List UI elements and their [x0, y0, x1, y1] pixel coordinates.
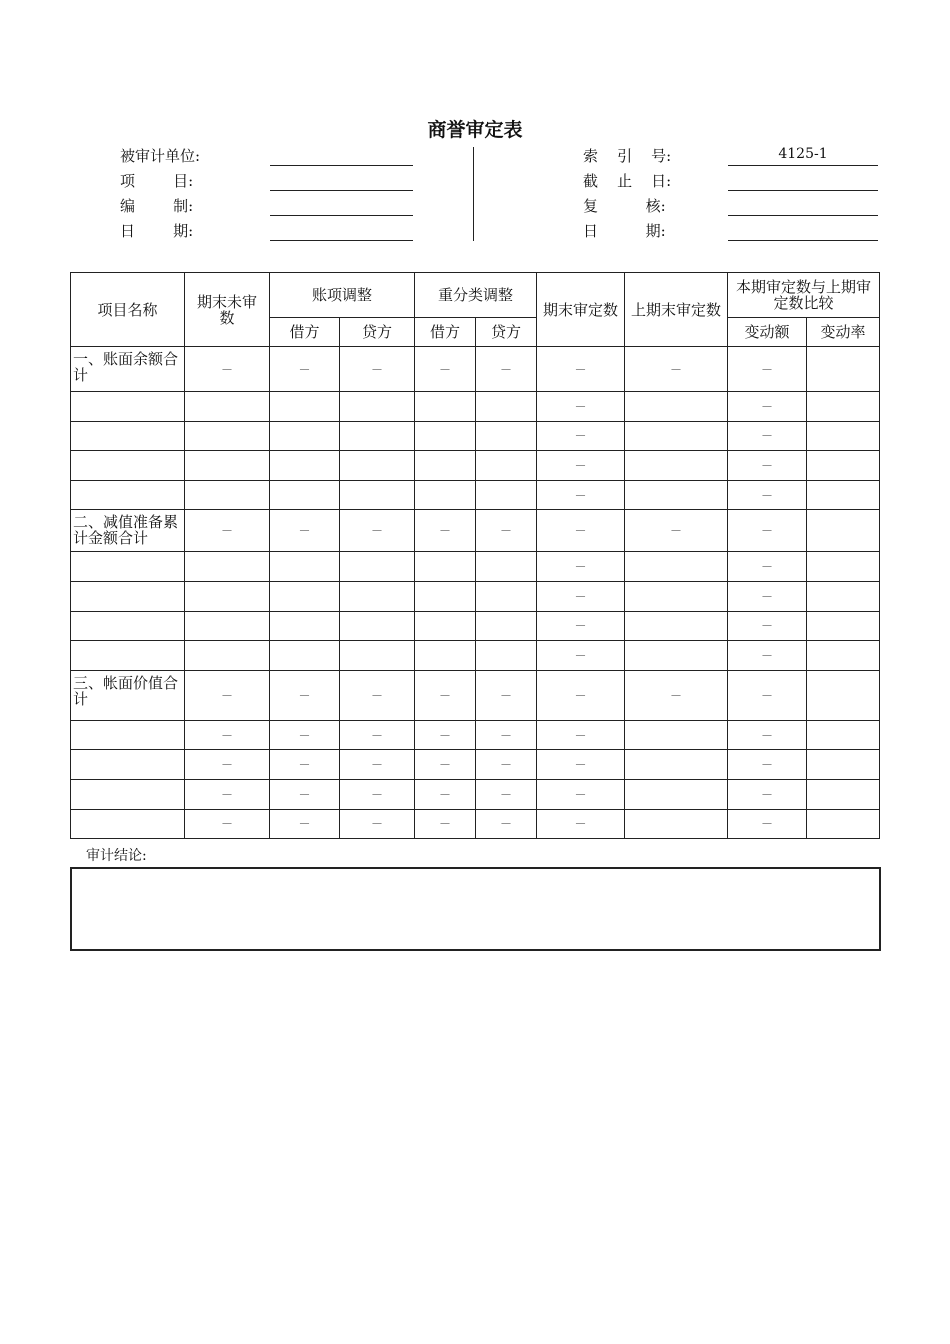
cell-account-debit[interactable] [270, 480, 340, 510]
cell-end-unaudited[interactable]: － [185, 750, 270, 780]
cell-item-name[interactable] [71, 421, 185, 451]
cell-item-name[interactable] [71, 451, 185, 481]
cell-reclass-credit[interactable]: － [476, 809, 537, 839]
table-row [71, 611, 880, 641]
cell-end-audited[interactable]: － [537, 779, 625, 809]
col-account-adjustment: 账项调整 [270, 273, 415, 318]
cell-reclass-credit[interactable] [476, 451, 537, 481]
cell-end-audited[interactable]: － [537, 510, 625, 552]
cell-reclass-debit[interactable] [415, 392, 476, 422]
date-left-label: 日 期: [120, 222, 194, 240]
cell-end-audited[interactable]: － [537, 451, 625, 481]
cell-change-rate[interactable] [807, 552, 880, 582]
cell-account-debit[interactable] [270, 641, 340, 671]
section-name: 二、减值准备累计金额合计 [71, 510, 185, 552]
cell-account-debit[interactable]: － [270, 779, 340, 809]
audited-unit-field[interactable] [270, 165, 413, 166]
cell-prev-audited[interactable]: － [625, 347, 728, 392]
cell-prev-audited[interactable] [625, 809, 728, 839]
table-row [71, 552, 880, 582]
col-end-unaudited: 期末未审数 [185, 273, 270, 347]
cell-item-name[interactable] [71, 641, 185, 671]
reviewer-field[interactable] [728, 215, 878, 216]
cell-account-credit[interactable]: － [340, 510, 415, 552]
cell-end-audited[interactable]: － [537, 347, 625, 392]
cell-change-amount[interactable]: － [728, 611, 807, 641]
cell-account-credit[interactable] [340, 641, 415, 671]
cell-reclass-credit[interactable] [476, 552, 537, 582]
cell-end-unaudited[interactable]: － [185, 779, 270, 809]
cell-reclass-debit[interactable]: － [415, 779, 476, 809]
cell-change-rate[interactable] [807, 809, 880, 839]
cell-reclass-credit[interactable]: － [476, 510, 537, 552]
cell-change-rate[interactable] [807, 720, 880, 750]
cell-account-debit[interactable] [270, 611, 340, 641]
cell-change-amount[interactable]: － [728, 809, 807, 839]
cell-end-audited[interactable]: － [537, 809, 625, 839]
cell-change-amount[interactable]: － [728, 641, 807, 671]
col-comparison: 本期审定数与上期审定数比较 [728, 273, 880, 318]
audited-unit-label: 被审计单位: [120, 147, 201, 165]
cell-account-debit[interactable] [270, 421, 340, 451]
cell-item-name[interactable] [71, 779, 185, 809]
project-field[interactable] [270, 190, 413, 191]
cell-change-rate[interactable] [807, 451, 880, 481]
index-number-field[interactable] [728, 165, 878, 166]
cell-account-credit[interactable]: － [340, 809, 415, 839]
cutoff-date-field[interactable] [728, 190, 878, 191]
cell-account-debit[interactable]: － [270, 720, 340, 750]
cell-reclass-debit[interactable]: － [415, 510, 476, 552]
cell-item-name[interactable] [71, 581, 185, 611]
project-label: 项 目: [120, 172, 194, 190]
page-title: 商誉审定表 [427, 119, 523, 141]
date-right-field[interactable] [728, 240, 878, 241]
cell-account-credit[interactable]: － [340, 750, 415, 780]
cell-change-amount[interactable]: － [728, 581, 807, 611]
cell-reclass-debit[interactable]: － [415, 750, 476, 780]
section-name: 一、账面余额合计 [71, 347, 185, 392]
cell-prev-audited[interactable] [625, 779, 728, 809]
table-row [71, 720, 880, 750]
cell-account-credit[interactable] [340, 480, 415, 510]
cell-account-debit[interactable]: － [270, 347, 340, 392]
table-row [71, 809, 880, 839]
cell-reclass-credit[interactable] [476, 581, 537, 611]
col-end-audited: 期末审定数 [537, 273, 625, 347]
index-number-value: 4125-1 [778, 146, 828, 162]
cell-prev-audited[interactable]: － [625, 670, 728, 720]
cell-end-unaudited[interactable] [185, 641, 270, 671]
cell-prev-audited[interactable]: － [625, 510, 728, 552]
cell-reclass-credit[interactable]: － [476, 347, 537, 392]
cell-account-credit[interactable] [340, 611, 415, 641]
cell-end-audited[interactable]: － [537, 392, 625, 422]
cell-account-debit[interactable]: － [270, 670, 340, 720]
cell-account-debit[interactable] [270, 392, 340, 422]
cell-reclass-credit[interactable] [476, 641, 537, 671]
cell-change-amount[interactable]: － [728, 670, 807, 720]
cell-item-name[interactable] [71, 750, 185, 780]
cell-account-debit[interactable] [270, 451, 340, 481]
cell-prev-audited[interactable] [625, 392, 728, 422]
cell-end-audited[interactable]: － [537, 670, 625, 720]
cell-item-name[interactable] [71, 392, 185, 422]
cell-end-unaudited[interactable] [185, 421, 270, 451]
col-change-amount: 变动额 [728, 318, 807, 347]
prepared-by-field[interactable] [270, 215, 413, 216]
cell-account-debit[interactable]: － [270, 809, 340, 839]
cell-reclass-credit[interactable] [476, 421, 537, 451]
cell-reclass-debit[interactable] [415, 611, 476, 641]
cell-prev-audited[interactable] [625, 552, 728, 582]
cell-change-amount[interactable]: － [728, 779, 807, 809]
cell-change-rate[interactable] [807, 779, 880, 809]
cell-change-amount[interactable]: － [728, 480, 807, 510]
cell-account-credit[interactable] [340, 581, 415, 611]
col-reclass-credit: 贷方 [476, 318, 537, 347]
cell-reclass-debit[interactable] [415, 581, 476, 611]
cell-change-rate[interactable] [807, 347, 880, 392]
cell-reclass-debit[interactable] [415, 552, 476, 582]
cell-item-name[interactable] [71, 809, 185, 839]
table-row [71, 480, 880, 510]
cell-reclass-credit[interactable]: － [476, 720, 537, 750]
cell-account-credit[interactable] [340, 421, 415, 451]
cell-end-audited[interactable]: － [537, 750, 625, 780]
cell-reclass-credit[interactable]: － [476, 779, 537, 809]
cell-change-amount[interactable]: － [728, 720, 807, 750]
section-summary-row [71, 510, 880, 552]
col-account-debit: 借方 [270, 318, 340, 347]
col-item-name: 项目名称 [71, 273, 185, 347]
cell-reclass-credit[interactable] [476, 611, 537, 641]
col-reclass-adjustment: 重分类调整 [415, 273, 537, 318]
cell-account-credit[interactable]: － [340, 779, 415, 809]
cell-reclass-credit[interactable] [476, 392, 537, 422]
cutoff-date-label: 截 止 日: [583, 172, 672, 190]
table-row [71, 451, 880, 481]
cell-end-audited[interactable]: － [537, 421, 625, 451]
cell-prev-audited[interactable] [625, 581, 728, 611]
cell-end-audited[interactable]: － [537, 611, 625, 641]
cell-reclass-debit[interactable] [415, 451, 476, 481]
cell-end-unaudited[interactable]: － [185, 510, 270, 552]
cell-reclass-debit[interactable] [415, 641, 476, 671]
section-summary-row [71, 347, 880, 392]
cell-account-debit[interactable] [270, 552, 340, 582]
cell-end-unaudited[interactable] [185, 581, 270, 611]
cell-change-rate[interactable] [807, 670, 880, 720]
reviewer-label: 复 核: [583, 197, 666, 215]
date-right-label: 日 期: [583, 222, 666, 240]
table-row [71, 581, 880, 611]
cell-end-unaudited[interactable] [185, 451, 270, 481]
cell-account-credit[interactable] [340, 392, 415, 422]
cell-change-amount[interactable]: － [728, 552, 807, 582]
cell-change-rate[interactable] [807, 641, 880, 671]
cell-change-amount[interactable]: － [728, 347, 807, 392]
section-summary-row [71, 670, 880, 720]
cell-change-amount[interactable]: － [728, 421, 807, 451]
index-number-label: 索 引 号: [583, 147, 672, 165]
col-account-credit: 贷方 [340, 318, 415, 347]
cell-end-unaudited[interactable] [185, 552, 270, 582]
prepared-by-label: 编 制: [120, 197, 194, 215]
cell-end-unaudited[interactable]: － [185, 809, 270, 839]
cell-change-rate[interactable] [807, 480, 880, 510]
cell-prev-audited[interactable] [625, 750, 728, 780]
cell-end-audited[interactable]: － [537, 641, 625, 671]
cell-account-credit[interactable]: － [340, 347, 415, 392]
date-left-field[interactable] [270, 240, 413, 241]
cell-reclass-debit[interactable]: － [415, 720, 476, 750]
cell-change-rate[interactable] [807, 510, 880, 552]
cell-end-audited[interactable]: － [537, 552, 625, 582]
cell-change-rate[interactable] [807, 581, 880, 611]
cell-reclass-credit[interactable]: － [476, 670, 537, 720]
cell-reclass-credit[interactable] [476, 480, 537, 510]
cell-change-amount[interactable]: － [728, 510, 807, 552]
cell-end-unaudited[interactable]: － [185, 720, 270, 750]
cell-prev-audited[interactable] [625, 451, 728, 481]
table-body [71, 347, 880, 839]
cell-prev-audited[interactable] [625, 421, 728, 451]
cell-reclass-debit[interactable]: － [415, 809, 476, 839]
cell-end-unaudited[interactable] [185, 392, 270, 422]
cell-end-unaudited[interactable]: － [185, 670, 270, 720]
cell-account-debit[interactable]: － [270, 750, 340, 780]
table-row [71, 779, 880, 809]
table-row [71, 750, 880, 780]
cell-account-debit[interactable] [270, 581, 340, 611]
cell-prev-audited[interactable] [625, 611, 728, 641]
cell-change-amount[interactable]: － [728, 392, 807, 422]
cell-account-debit[interactable]: － [270, 510, 340, 552]
cell-change-amount[interactable]: － [728, 451, 807, 481]
cell-prev-audited[interactable] [625, 480, 728, 510]
cell-item-name[interactable] [71, 611, 185, 641]
cell-account-credit[interactable] [340, 451, 415, 481]
cell-end-unaudited[interactable]: － [185, 347, 270, 392]
col-change-rate: 变动率 [807, 318, 880, 347]
cell-change-rate[interactable] [807, 750, 880, 780]
table-row [71, 641, 880, 671]
cell-account-credit[interactable] [340, 552, 415, 582]
cell-end-unaudited[interactable] [185, 480, 270, 510]
cell-change-rate[interactable] [807, 611, 880, 641]
table-row [71, 392, 880, 422]
cell-change-amount[interactable]: － [728, 750, 807, 780]
cell-reclass-debit[interactable] [415, 480, 476, 510]
cell-end-audited[interactable]: － [537, 720, 625, 750]
cell-account-credit[interactable]: － [340, 670, 415, 720]
col-prev-audited: 上期末审定数 [625, 273, 728, 347]
cell-reclass-debit[interactable]: － [415, 347, 476, 392]
cell-item-name[interactable] [71, 480, 185, 510]
section-name: 三、帐面价值合计 [71, 670, 185, 720]
col-reclass-debit: 借方 [415, 318, 476, 347]
cell-prev-audited[interactable] [625, 720, 728, 750]
cell-account-credit[interactable]: － [340, 720, 415, 750]
cell-end-audited[interactable]: － [537, 480, 625, 510]
cell-reclass-debit[interactable] [415, 421, 476, 451]
cell-reclass-debit[interactable]: － [415, 670, 476, 720]
cell-prev-audited[interactable] [625, 641, 728, 671]
cell-end-unaudited[interactable] [185, 611, 270, 641]
conclusion-label: 审计结论: [86, 848, 147, 864]
cell-item-name[interactable] [71, 552, 185, 582]
cell-change-rate[interactable] [807, 392, 880, 422]
table-row [71, 421, 880, 451]
cell-end-audited[interactable]: － [537, 581, 625, 611]
header-divider [473, 147, 474, 241]
cell-item-name[interactable] [71, 720, 185, 750]
conclusion-box[interactable] [70, 867, 881, 951]
cell-change-rate[interactable] [807, 421, 880, 451]
goodwill-audit-table [70, 272, 880, 839]
cell-reclass-credit[interactable]: － [476, 750, 537, 780]
